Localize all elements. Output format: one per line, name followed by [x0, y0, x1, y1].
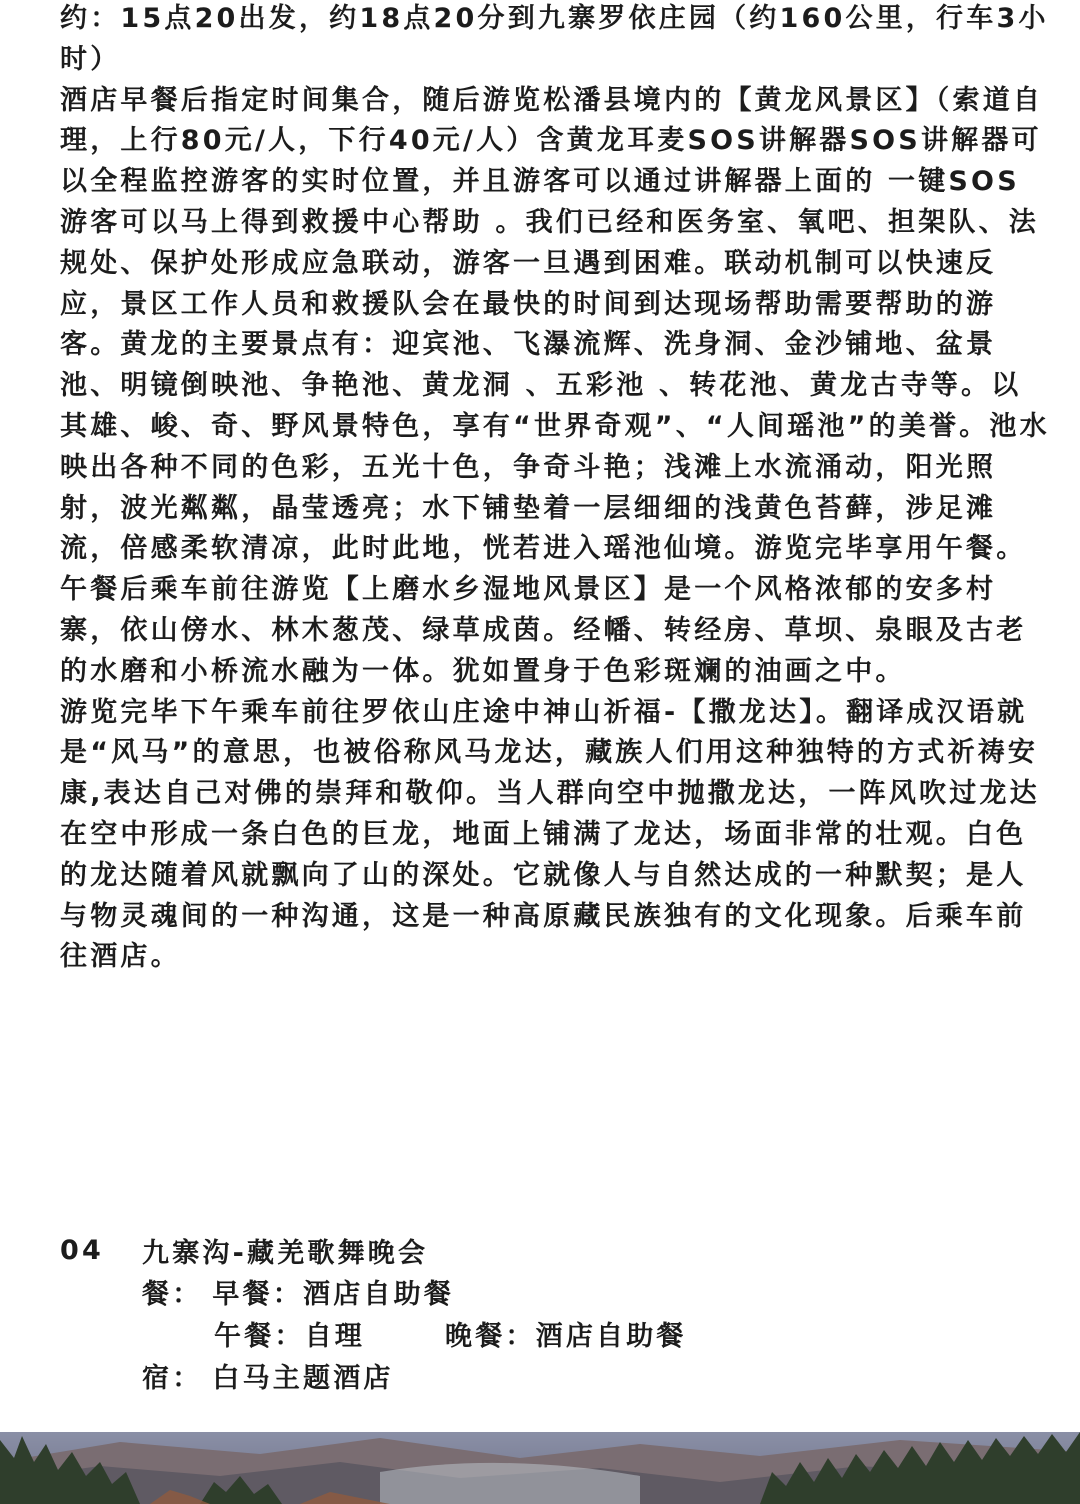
- breakfast-value: 酒店自助餐: [303, 1278, 455, 1310]
- meal-row-breakfast: [142, 1270, 1020, 1312]
- lodging-row: [142, 1354, 1020, 1396]
- lodging-value: 白马主题酒店: [212, 1362, 394, 1394]
- lunch-label: 午餐：: [214, 1320, 305, 1352]
- lodging-label: 宿：: [142, 1362, 203, 1394]
- paragraph-shangmo: 午餐后乘车前往游览【上磨水乡湿地风景区】是一个风格浓郁的安多村寨，依山傍水、林木葱茂、绿草成茵。经幡、转经房、草坝、泉眼及古老的水磨和小桥流水融为一体。犹如置身于色彩斑斓的油画之中。: [60, 574, 1027, 687]
- dinner-label: 晚餐：: [445, 1320, 536, 1352]
- breakfast-label: 早餐：: [212, 1278, 304, 1310]
- itinerary-text: [60, 0, 1050, 978]
- day-header: [60, 1230, 1020, 1270]
- meal-row-lunch-dinner: [214, 1312, 1020, 1354]
- meals-label: 餐：: [142, 1278, 203, 1310]
- paragraph-departure: 约：15点20出发，约18点20分到九寨罗依庄园（约160公里，行车3小时）: [60, 3, 1049, 75]
- paragraph-longda: 游览完毕下午乘车前往罗依山庄途中神山祈福-【撒龙达】。翻译成汉语就是“风马”的意思，也被俗称风马龙达，藏族人们用这种独特的方式祈祷安康,表达自己对佛的崇拜和敬仰。当人群向空中抛撒龙达，一阵风吹过龙达在空中形成一条白色的巨龙，地面上铺满了龙达，场面非常的壮观。白色的龙达随着风就飘向了山的深处。它就像人与自然达成的一种默契；是人与物灵魂间的一种沟通，这是一种高原藏民族独有的文化现象。后乘车前往酒店。: [60, 696, 1040, 973]
- lunch-value: 自理: [304, 1320, 366, 1352]
- mountain-forest-photo: [0, 1432, 1080, 1504]
- day-number: 04: [60, 1234, 104, 1266]
- day-title: 九寨沟-藏羌歌舞晚会: [142, 1237, 429, 1269]
- paragraph-huanglong: 酒店早餐后指定时间集合，随后游览松潘县境内的【黄龙风景区】（索道自理，上行80元/人，下行40元/人）含黄龙耳麦SOS讲解器SOS讲解器可以全程监控游客的实时位置，并且游客可以通过讲解器上面的 一键SOS游客可以马上得到救援中心帮助 。我们已经和医务室、氧吧、担架队、法规处、保护处形成应急联动，游客一旦遇到困难。联动机制可以快速反应，景区工作人员和救援队会在最快的时间到达现场帮助需要帮助的游客。黄龙的主要景点有：迎宾池、飞瀑流辉、洗身洞、金沙铺地、盆景池、明镜倒映池、争艳池、黄龙洞 、五彩池 、转花池、黄龙古寺等。以其雄、峻、奇、野风景特色，享有“世界奇观”、“人间瑶池”的美誉。池水映出各种不同的色彩，五光十色，争奇斗艳；浅滩上水流涌动，阳光照射，波光粼粼，晶莹透亮；水下铺垫着一层细细的浅黄色苔藓，涉足滩流，倍感柔软清凉，此时此地，恍若进入瑶池仙境。游览完毕享用午餐。: [60, 84, 1050, 565]
- dinner-value: 酒店自助餐: [535, 1320, 687, 1352]
- day-schedule: [60, 1230, 1020, 1396]
- landscape-illustration: [0, 1432, 1080, 1504]
